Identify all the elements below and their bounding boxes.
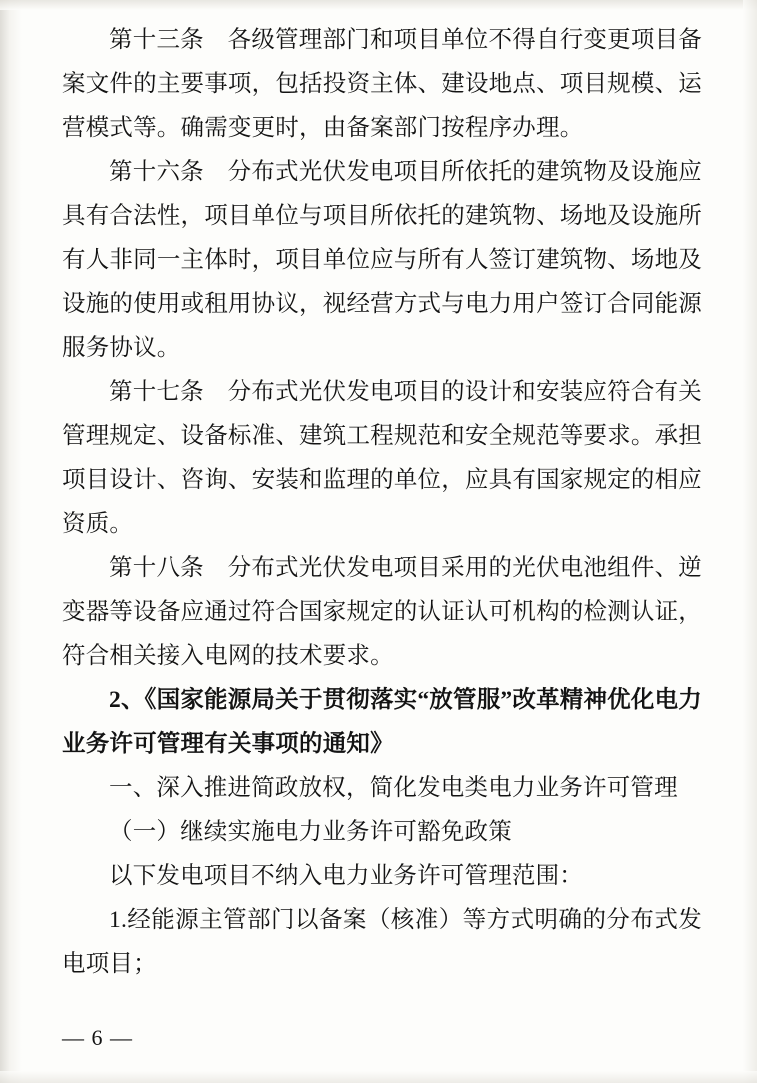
page-edge-shadow-left [0,0,22,1083]
paragraph-item-one: 一、深入推进简政放权，简化发电类电力业务许可管理 [109,775,678,801]
paragraph-article-18: 第十八条 分布式光伏发电项目采用的光伏电池组件、逆变器等设备应通过符合国家规定的认证认可机构的检测认证，符合相关接入电网的技术要求。 [62,555,702,669]
paragraph-article-13: 第十三条 各级管理部门和项目单位不得自行变更项目备案文件的主要事项，包括投资主体、建设地点、项目规模、运营模式等。确需变更时，由备案部门按程序办理。 [62,27,702,141]
page-edge-shadow-bottom [0,1071,757,1083]
paragraph-item-one-1-lead: 以下发电项目不纳入电力业务许可管理范围： [109,863,583,889]
section-heading-notice-title: 2、《国家能源局关于贯彻落实“放管服”改革精神优化电力业务许可管理有关事项的通知》 [62,687,702,757]
page-text-body [62,18,702,1018]
page-edge-shadow-right [743,0,757,1083]
page-number: — 6 — [62,1025,133,1050]
paragraph-article-17: 第十七条 分布式光伏发电项目的设计和安装应符合有关管理规定、设备标准、建筑工程规范和安全规范等要求。承担项目设计、咨询、安装和监理的单位，应具有国家规定的相应资质。 [62,379,702,537]
page-edge-shadow-top [0,0,757,10]
paragraph-item-one-1-a: 1.经能源主管部门以备案（核准）等方式明确的分布式发电项目； [62,907,702,977]
paragraph-article-16: 第十六条 分布式光伏发电项目所依托的建筑物及设施应具有合法性，项目单位与项目所依托的建筑物、场地及设施所有人非同一主体时，项目单位应与所有人签订建筑物、场地及设施的使用或租用协议，视经营方式与电力用户签订合同能源服务协议。 [62,159,702,361]
paragraph-item-one-1: （一）继续实施电力业务许可豁免政策 [109,819,512,845]
